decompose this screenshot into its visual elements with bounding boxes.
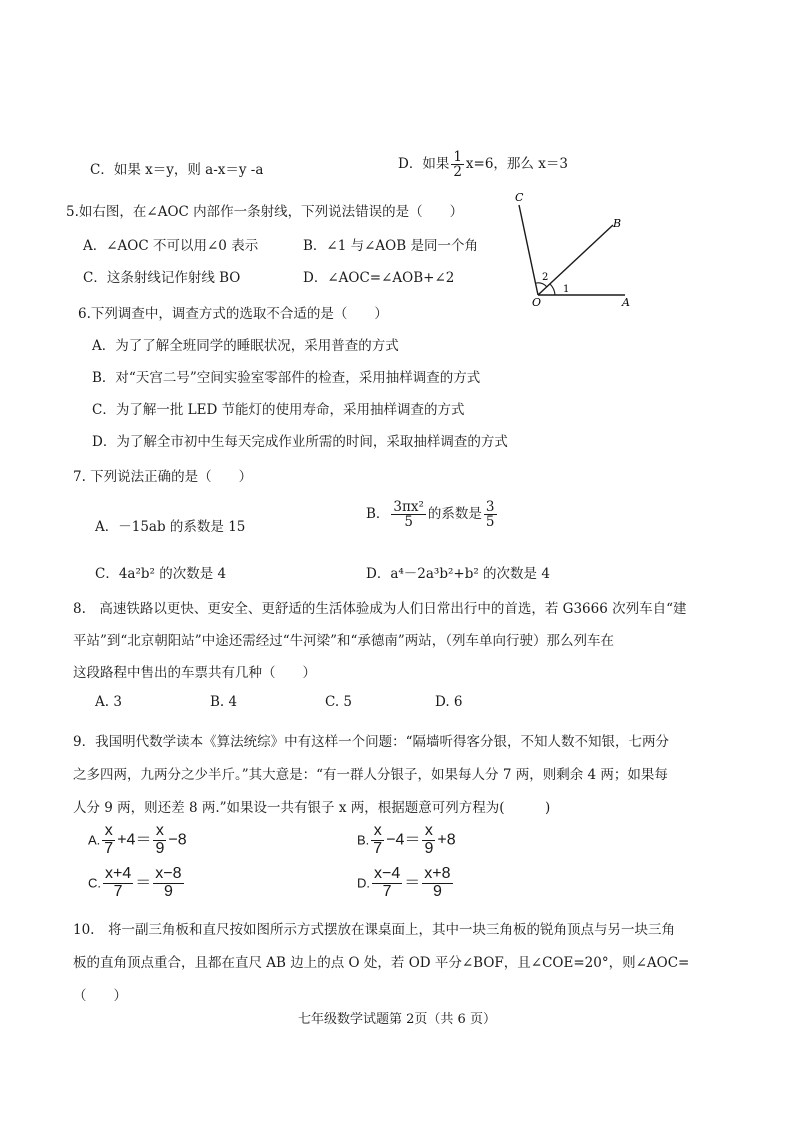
q6-option-c: C．为了解一批 LED 节能灯的使用寿命，采用抽样调查的方式 bbox=[92, 402, 465, 418]
option-label: C. bbox=[88, 875, 101, 891]
q9-line-1: 9．我国明代数学读本《算法统综》中有这样一个问题：“隔墙听得客分银，不知人数不知银，七两分 bbox=[73, 734, 669, 750]
equation-text: −8 bbox=[168, 831, 187, 849]
fraction-denominator: 5 bbox=[404, 514, 413, 531]
fraction bbox=[371, 823, 384, 858]
fraction-denominator: 9 bbox=[155, 839, 165, 857]
q9-line-2: 之多四两，九两分之少半斤。”其大意是：“有一群人分银子，如果每人分 7 两，则剩余 4 两；如果每 bbox=[73, 767, 668, 783]
fraction-denominator: 7 bbox=[382, 882, 392, 900]
page-footer: 七年级数学试题第 2页（共 6 页） bbox=[298, 1012, 496, 1027]
fraction-denominator: 9 bbox=[432, 882, 442, 900]
equation-text: ＝ bbox=[404, 874, 421, 892]
fraction-numerator: x bbox=[422, 823, 435, 841]
fraction-numerator: x bbox=[153, 823, 166, 841]
fraction-numerator: x+8 bbox=[424, 865, 451, 882]
q6-option-a: A．为了了解全班同学的睡眠状况，采用普查的方式 bbox=[92, 338, 399, 354]
fraction-denominator: 5 bbox=[485, 514, 495, 531]
q6-option-b: B．对“天宫二号”空间实验室零部件的检查，采用抽样调查的方式 bbox=[92, 370, 481, 386]
fraction-denominator: 9 bbox=[163, 882, 173, 900]
fraction-denominator: 7 bbox=[104, 839, 114, 857]
q8-option-a: A. 3 bbox=[95, 694, 122, 710]
label-1: 1 bbox=[563, 284, 570, 295]
q8-line-3: 这段路程中售出的车票共有几种（ ） bbox=[73, 665, 316, 681]
q7-option-c: C．4a²b² 的次数是 4 bbox=[95, 566, 227, 582]
q4-option-d-fraction bbox=[451, 150, 464, 179]
q5-option-c: C．这条射线记作射线 BO bbox=[83, 270, 241, 286]
q8-line-2: 平站”到“北京朝阳站”中途还需经过“牛河梁”和“承德南”两站，（列车单向行驶）那么列车在 bbox=[73, 633, 615, 649]
q7-stem: 7. 下列说法正确的是（ ） bbox=[73, 469, 253, 485]
q5-option-b: B．∠1 与∠AOB 是同一个角 bbox=[303, 238, 478, 254]
option-label: B． bbox=[366, 506, 390, 523]
label-b: B bbox=[613, 217, 622, 230]
angle-arc-2 bbox=[536, 283, 547, 287]
q7-b-fraction-2 bbox=[484, 500, 497, 529]
q9-option-d bbox=[357, 866, 455, 901]
fraction-numerator: x+4 bbox=[105, 865, 132, 882]
label-a: A bbox=[622, 296, 630, 309]
q8-line-1: 8. 高速铁路以更快、更安全、更舒适的生活体验成为人们日常出行中的首选，若 G3666 次列车自“建 bbox=[73, 601, 687, 617]
q8-option-b: B. 4 bbox=[210, 694, 238, 710]
q10-line-1: 10. 将一副三角板和直尺按如图所示方式摆放在课桌面上，其中一块三角板的锐角顶点与另一块三角 bbox=[73, 922, 675, 938]
q8-option-c: C. 5 bbox=[325, 694, 353, 710]
q7-option-b bbox=[366, 500, 499, 529]
label-2: 2 bbox=[542, 272, 549, 283]
fraction-denominator: 9 bbox=[424, 839, 434, 857]
fraction-numerator: 1 bbox=[453, 149, 462, 165]
equation-text: ＝ bbox=[135, 874, 152, 892]
fraction bbox=[422, 823, 435, 858]
angle-diagram bbox=[505, 185, 655, 310]
fraction-numerator: 3πx² bbox=[393, 499, 424, 515]
q7-b-fraction bbox=[391, 500, 426, 529]
q4-option-c: C．如果 x＝y，则 a-x＝y -a bbox=[90, 162, 264, 178]
q9-line-3: 人分 9 两，则还差 8 两.”如果设一共有银子 x 两，根据题意可列方程为( ) bbox=[73, 800, 551, 816]
fraction-numerator: x−8 bbox=[155, 865, 182, 882]
q7-option-d: D．a⁴－2a³b²+b² 的次数是 4 bbox=[366, 566, 550, 582]
q9-option-c bbox=[88, 866, 186, 901]
fraction-numerator: 3 bbox=[485, 499, 495, 515]
option-label: B. bbox=[357, 832, 370, 848]
fraction-numerator: x bbox=[102, 823, 115, 841]
option-label: D. bbox=[357, 875, 370, 891]
equation-text: +4＝ bbox=[117, 831, 152, 849]
equation-text: +8 bbox=[437, 831, 456, 849]
q8-option-d: D. 6 bbox=[435, 694, 463, 710]
fraction bbox=[102, 823, 115, 858]
q4-option-d-suffix: x=6，那么 x＝3 bbox=[465, 156, 568, 173]
fraction bbox=[153, 823, 166, 858]
label-c: C bbox=[515, 191, 524, 204]
fraction bbox=[153, 866, 183, 901]
q4-option-d-prefix: D．如果 bbox=[398, 156, 450, 173]
ray-oc bbox=[519, 205, 538, 295]
fraction-numerator: x bbox=[371, 823, 384, 841]
label-o: O bbox=[532, 296, 542, 309]
q5-option-d: D．∠AOC=∠AOB+∠2 bbox=[303, 270, 455, 286]
fraction-numerator: x−4 bbox=[374, 865, 401, 882]
q10-line-3: （ ） bbox=[73, 988, 127, 1004]
q9-option-b bbox=[357, 823, 456, 858]
fraction bbox=[372, 866, 402, 901]
q9-option-a bbox=[88, 823, 187, 858]
ray-ob bbox=[538, 225, 613, 295]
fraction-denominator: 7 bbox=[373, 839, 383, 857]
q5-option-a: A．∠AOC 不可以用∠0 表示 bbox=[83, 238, 259, 254]
angle-arc-1 bbox=[550, 284, 555, 295]
q10-line-2: 板的直角顶点重合，且都在直尺 AB 边上的点 O 处，若 OD 平分∠BOF，且∠COE=20°，则∠AOC= bbox=[73, 955, 690, 971]
q4-option-d bbox=[398, 150, 568, 179]
equation-text: −4＝ bbox=[386, 831, 421, 849]
fraction-denominator: 7 bbox=[113, 882, 123, 900]
fraction bbox=[103, 866, 133, 901]
option-label: A. bbox=[88, 832, 101, 848]
q6-option-d: D．为了解全市初中生每天完成作业所需的时间，采取抽样调查的方式 bbox=[92, 434, 508, 450]
q5-stem: 5.如右图，在∠AOC 内部作一条射线，下列说法错误的是（ ） bbox=[66, 204, 464, 220]
fraction-denominator: 2 bbox=[453, 164, 462, 181]
q6-stem: 6.下列调查中，调查方式的选取不合适的是（ ） bbox=[78, 306, 388, 322]
fraction bbox=[422, 866, 452, 901]
q7-b-text: 的系数是 bbox=[427, 506, 482, 523]
q7-option-a: A．－15ab 的系数是 15 bbox=[95, 519, 246, 535]
